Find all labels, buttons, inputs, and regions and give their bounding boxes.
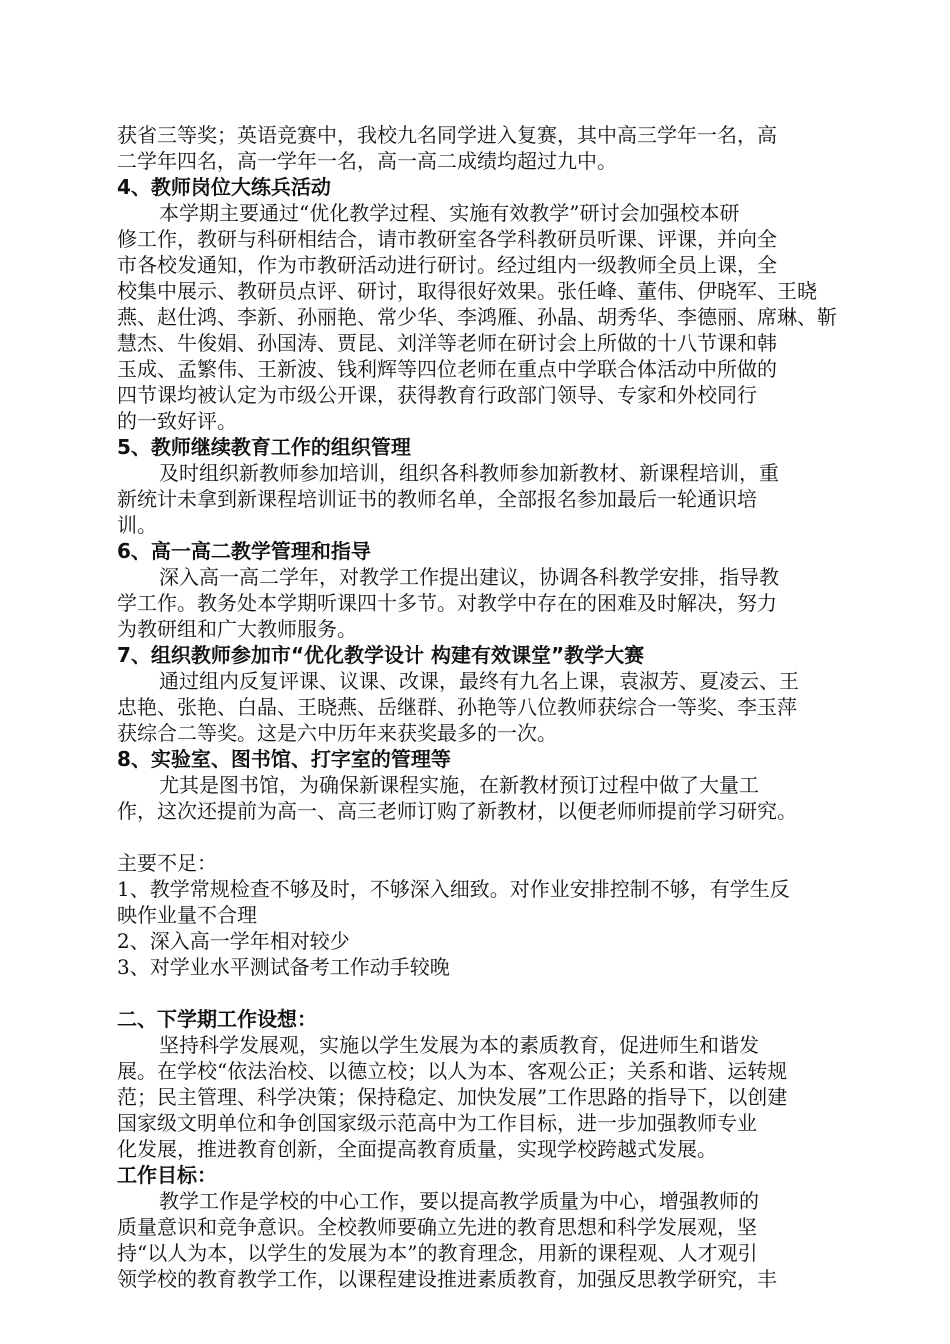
paragraph-line: 国家级文明单位和争创国家级示范高中为工作目标，进一步加强教师专业 (117, 1111, 757, 1135)
paragraph-line: 玉成、孟繁伟、王新波、钱利辉等四位老师在重点中学联合体活动中所做的 (117, 357, 777, 381)
blank-line (117, 824, 837, 850)
section-heading: 工作目标： (117, 1163, 217, 1187)
paragraph-line: 获综合二等奖。这是六中历年来获奖最多的一次。 (117, 721, 557, 745)
paragraph-line: 为教研组和广大教师服务。 (117, 617, 357, 641)
paragraph-line: 新统计未拿到新课程培训证书的教师名单，全部报名参加最后一轮通识培 (117, 487, 757, 511)
paragraph-line: 四节课均被认定为市级公开课，获得教育行政部门领导、专家和外校同行 (117, 383, 757, 407)
paragraph-line: 慧杰、牛俊娟、孙国涛、贾昆、刘洋等老师在研讨会上所做的十八节课和韩 (117, 331, 777, 355)
paragraph-line: 坚持科学发展观，实施以学生发展为本的素质教育，促进师生和谐发 (159, 1033, 759, 1057)
paragraph-line: 及时组织新教师参加培训，组织各科教师参加新教材、新课程培训，重 (159, 461, 779, 485)
paragraph-line: 市各校发通知，作为市教研活动进行研讨。经过组内一级教师全员上课，全 (117, 253, 777, 277)
document-page (117, 122, 837, 1292)
paragraph-line: 校集中展示、教研员点评、研讨，取得很好效果。张任峰、董伟、伊晓军、王晓 (117, 279, 817, 303)
section-heading: 5、教师继续教育工作的组织管理 (117, 435, 411, 459)
paragraph-line: 3、对学业水平测试备考工作动手较晚 (117, 955, 450, 979)
section-heading: 4、教师岗位大练兵活动 (117, 175, 331, 199)
paragraph-line: 深入高一高二学年，对教学工作提出建议，协调各科教学安排，指导教 (159, 565, 779, 589)
paragraph-line: 尤其是图书馆，为确保新课程实施，在新教材预订过程中做了大量工 (159, 773, 759, 797)
paragraph-line: 质量意识和竞争意识。全校教师要确立先进的教育思想和科学发展观，坚 (117, 1215, 757, 1239)
paragraph-line: 教学工作是学校的中心工作，要以提高教学质量为中心，增强教师的 (159, 1189, 759, 1213)
section-heading: 7、组织教师参加市“优化教学设计 构建有效课堂”教学大赛 (117, 643, 645, 667)
paragraph-line: 主要不足： (117, 851, 217, 875)
paragraph-line: 忠艳、张艳、白晶、王晓燕、岳继群、孙艳等八位教师获综合一等奖、李玉萍 (117, 695, 797, 719)
paragraph-line: 二学年四名，高一学年一名，高一高二成绩均超过九中。 (117, 149, 617, 173)
paragraph-line: 持“以人为本，以学生的发展为本”的教育理念，用新的课程观、人才观引 (117, 1241, 758, 1265)
section-heading: 二、下学期工作设想： (117, 1007, 317, 1031)
paragraph-line: 训。 (117, 513, 157, 537)
paragraph-line: 化发展，推进教育创新，全面提高教育质量，实现学校跨越式发展。 (117, 1137, 717, 1161)
paragraph-line: 的一致好评。 (117, 409, 237, 433)
paragraph-line: 燕、赵仕鸿、李新、孙丽艳、常少华、李鸿雁、孙晶、胡秀华、李德丽、席琳、靳 (117, 305, 837, 329)
section-heading: 8、实验室、图书馆、打字室的管理等 (117, 747, 451, 771)
paragraph-line: 获省三等奖；英语竞赛中，我校九名同学进入复赛，其中高三学年一名，高 (117, 123, 777, 147)
paragraph-line: 2、深入高一学年相对较少 (117, 929, 350, 953)
paragraph-line: 映作业量不合理 (117, 903, 257, 927)
blank-line (117, 980, 837, 1006)
paragraph-line: 学工作。教务处本学期听课四十多节。对教学中存在的困难及时解决，努力 (117, 591, 777, 615)
paragraph-line: 通过组内反复评课、议课、改课，最终有九名上课，袁淑芳、夏凌云、王 (159, 669, 799, 693)
paragraph-line: 本学期主要通过“优化教学过程、实施有效教学”研讨会加强校本研 (159, 201, 740, 225)
paragraph-line: 领学校的教育教学工作，以课程建设推进素质教育，加强反思教学研究，丰 (117, 1267, 777, 1291)
section-heading: 6、高一高二教学管理和指导 (117, 539, 371, 563)
paragraph-line: 修工作，教研与科研相结合，请市教研室各学科教研员听课、评课，并向全 (117, 227, 777, 251)
paragraph-line: 展。在学校“依法治校、以德立校；以人为本、客观公正；关系和谐、运转规 (117, 1059, 788, 1083)
paragraph-line: 1、教学常规检查不够及时，不够深入细致。对作业安排控制不够，有学生反 (117, 877, 790, 901)
paragraph-line: 作，这次还提前为高一、高三老师订购了新教材，以便老师师提前学习研究。 (117, 799, 797, 823)
paragraph-line: 范；民主管理、科学决策；保持稳定、加快发展”工作思路的指导下，以创建 (117, 1085, 788, 1109)
